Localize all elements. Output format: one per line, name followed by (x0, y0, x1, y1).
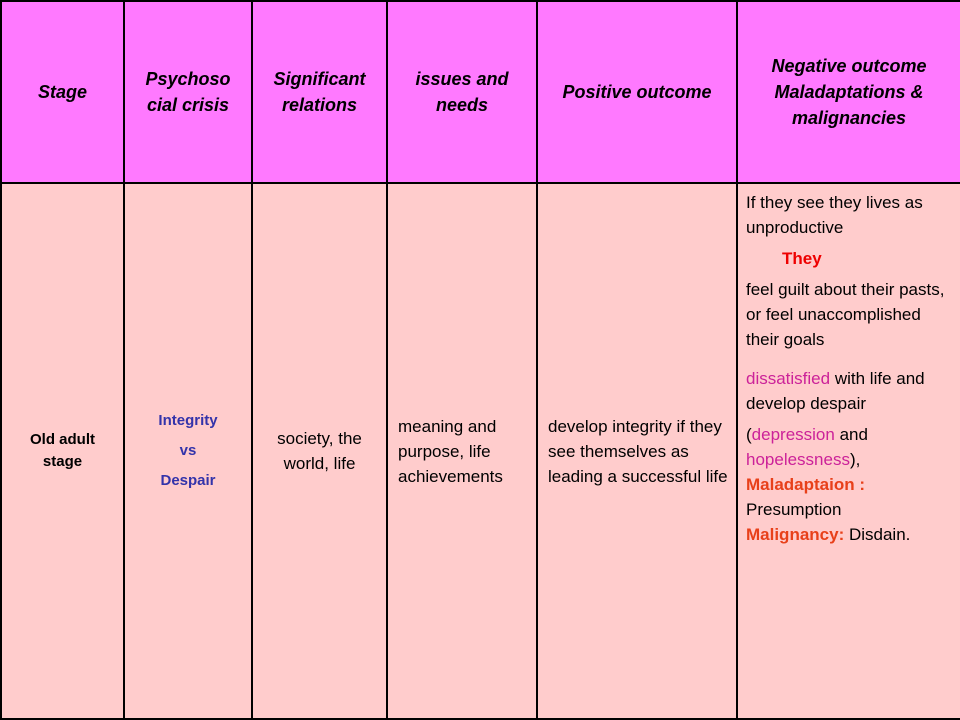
header-psychosocial-crisis: Psychoso cial crisis (124, 1, 252, 183)
cell-positive-outcome: develop integrity if they see themselves as leading a successful life (537, 183, 737, 719)
crisis-integrity: Integrity (158, 412, 218, 429)
crisis-vs: vs (179, 442, 197, 459)
negative-depression: depression (751, 425, 835, 444)
negative-they: They (782, 249, 822, 268)
header-positive-outcome: Positive outcome (537, 1, 737, 183)
negative-despair: with life and develop despair (746, 369, 925, 413)
header-stage: Stage (1, 1, 124, 183)
cell-stage: Old adult stage (1, 183, 124, 719)
header-significant-relations: Significant relations (252, 1, 387, 183)
cell-issues-and-needs: meaning and purpose, life achievements (387, 183, 537, 719)
negative-guilt: feel guilt about their pasts, or feel unaccomplished their goals (746, 280, 945, 349)
malignancy-value: Disdain. (844, 525, 911, 544)
malignancy-label: Malignancy: (746, 525, 845, 544)
maladaptation-label: Maladaptaion : (746, 475, 866, 494)
maladaptation-value: Presumption (746, 500, 842, 519)
cell-psychosocial-crisis (124, 183, 252, 719)
crisis-despair: Despair (160, 472, 216, 489)
negative-dissatisfied: dissatisfied (746, 369, 831, 388)
table-row (1, 183, 960, 719)
cell-significant-relations: society, the world, life (252, 183, 387, 719)
header-negative-outcome: Negative outcome Maladaptations & malignancies (737, 1, 960, 183)
negative-intro: If they see they lives as unproductive (746, 193, 923, 237)
negative-hopelessness: hopelessness (746, 450, 850, 469)
cell-negative-outcome: If they see they lives as unproductive They feel guilt about their pasts, or feel unaccomplished their goals dissatisfied with life and develop despair (depression and hopelessness), Maladaptaion : Presumption Malignancy: Disdain. (737, 183, 960, 719)
header-row (1, 1, 960, 183)
header-issues-and-needs: issues and needs (387, 1, 537, 183)
